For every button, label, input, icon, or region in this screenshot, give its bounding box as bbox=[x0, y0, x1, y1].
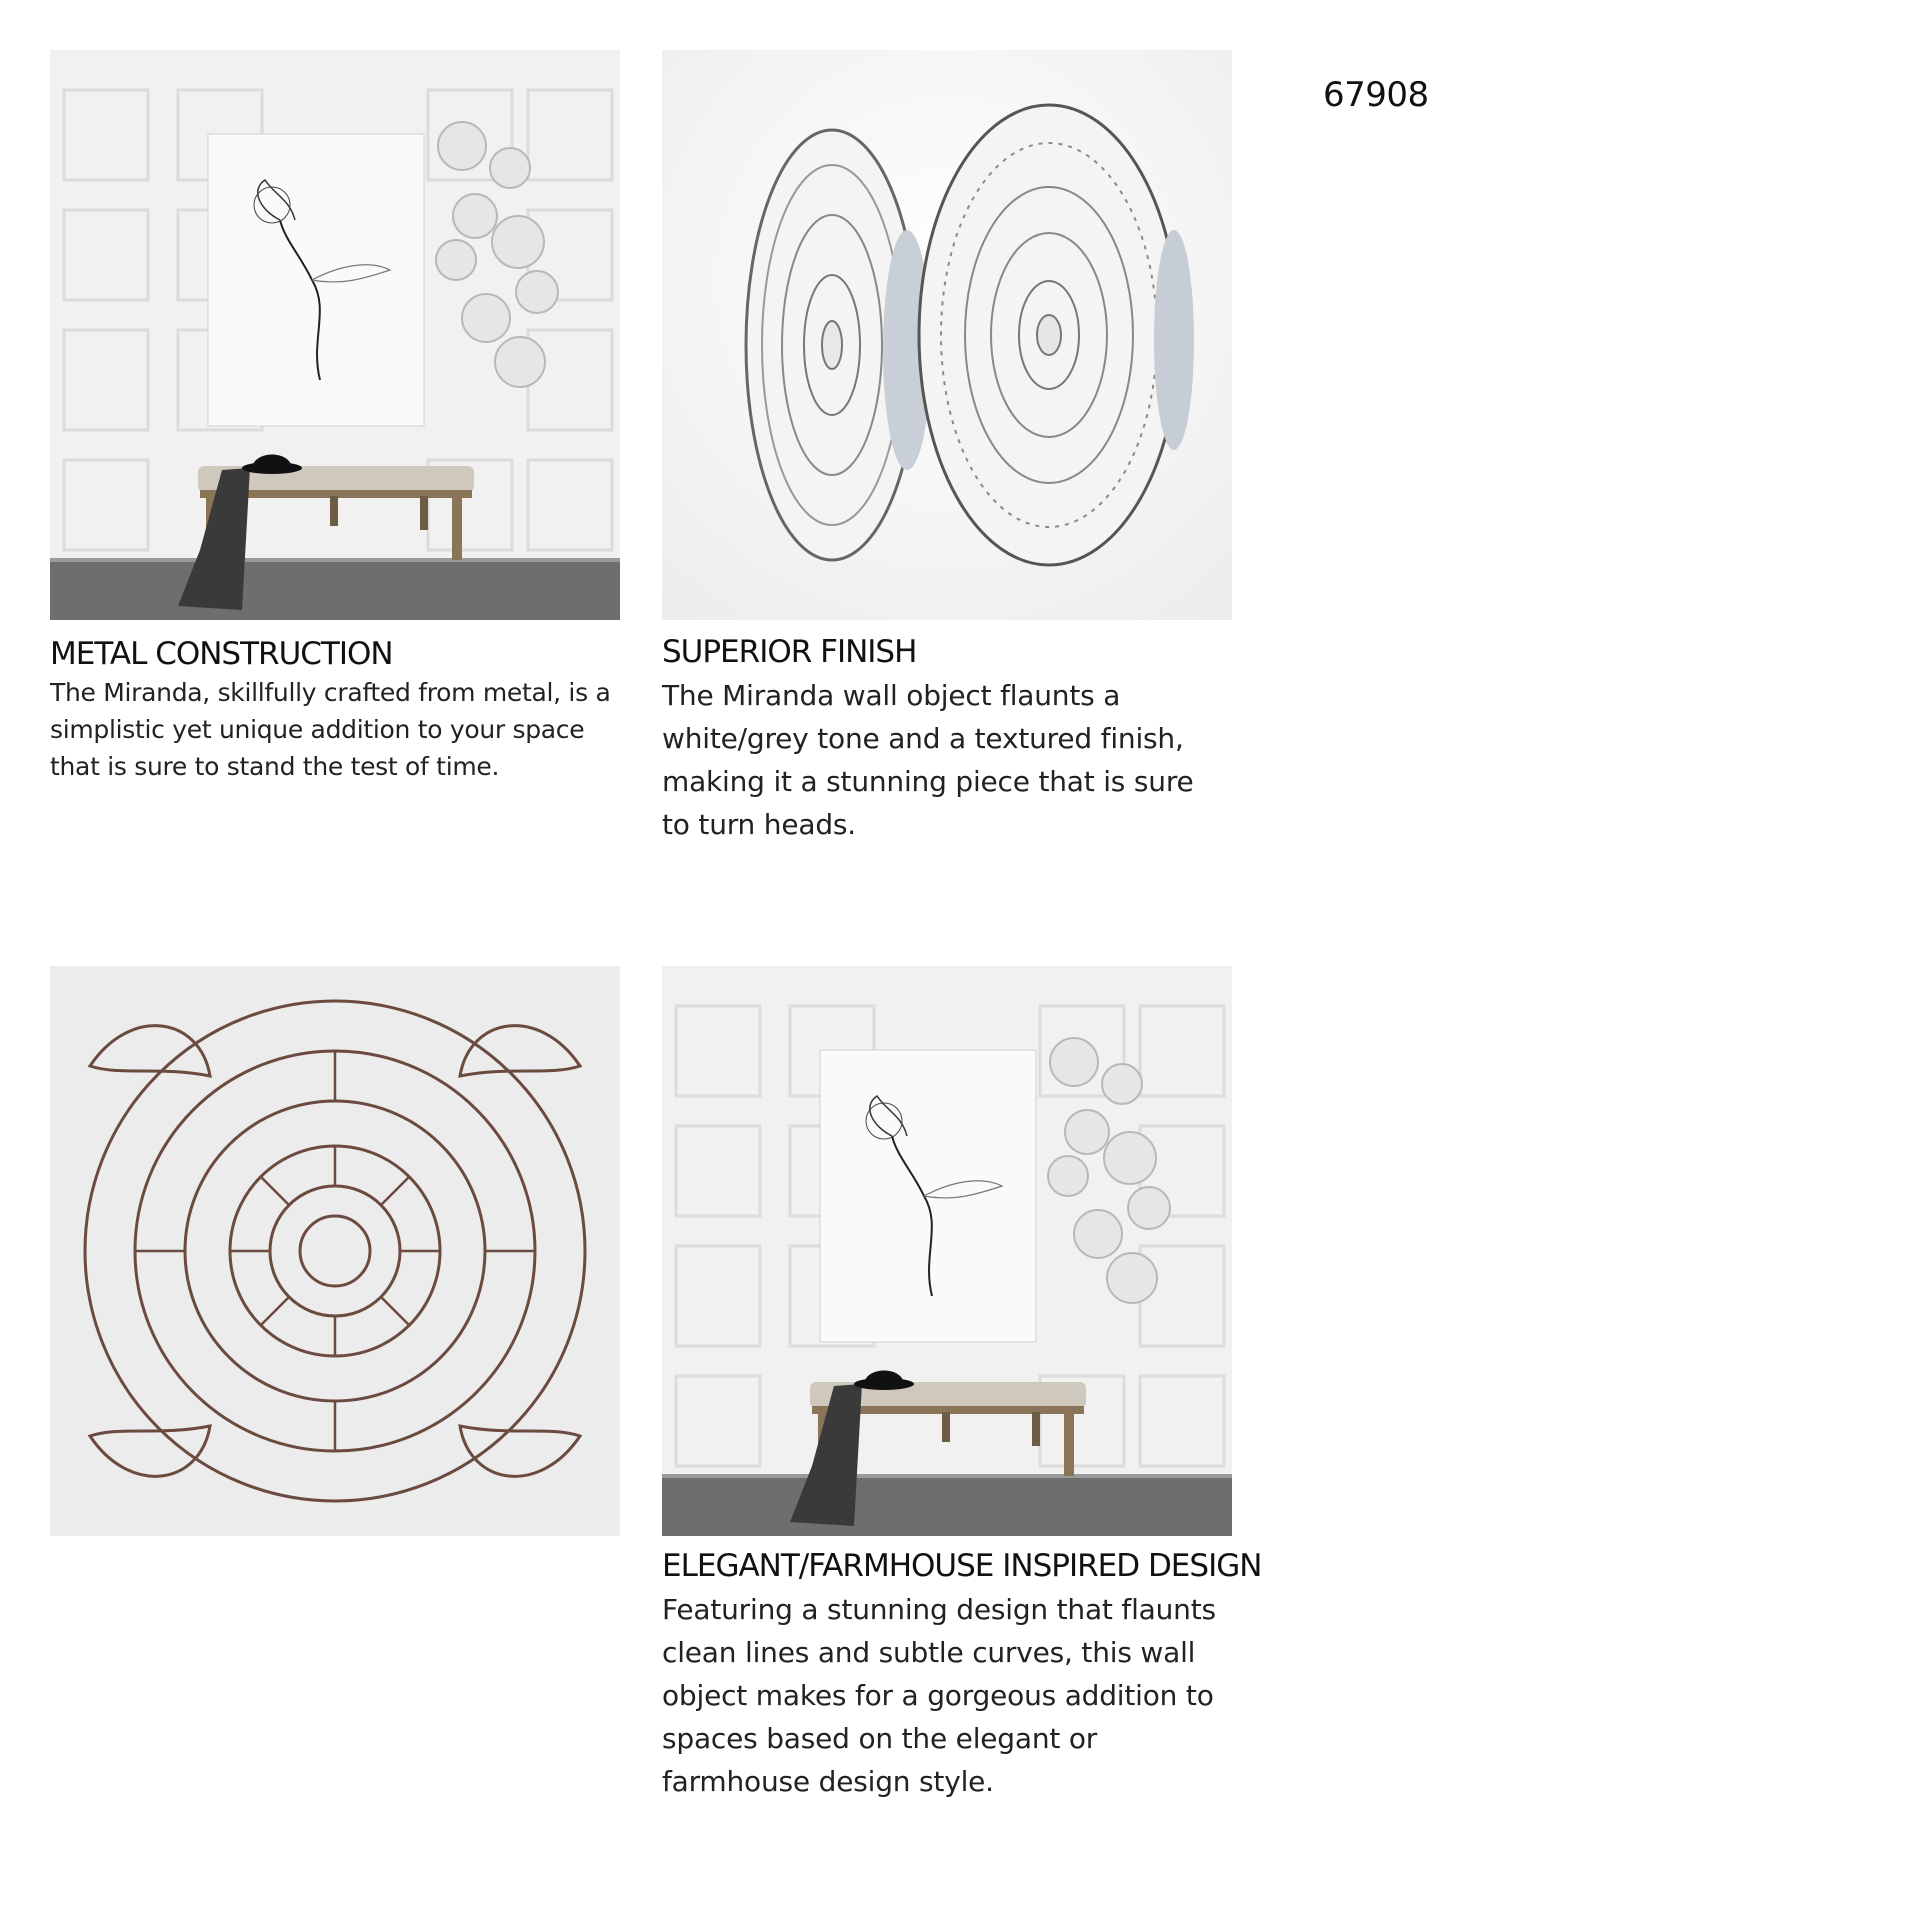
wall-medallions-closeup-image bbox=[662, 50, 1232, 620]
feature-body-metal-construction: The Miranda, skillfully crafted from metal, is a simplistic yet unique addition to your space that is sure to stand the test of time. bbox=[50, 678, 611, 781]
feature-title-superior-finish: SUPERIOR FINISH bbox=[662, 634, 917, 670]
product-sku: 67908 bbox=[1323, 75, 1429, 115]
room-scene-image bbox=[662, 966, 1232, 1536]
feature-title-metal-construction: METAL CONSTRUCTION bbox=[50, 636, 393, 672]
room-scene-image bbox=[50, 50, 620, 620]
feature-body-superior-finish: The Miranda wall object flaunts a white/grey tone and a textured finish, making it a stunning piece that is sure to turn heads. bbox=[662, 679, 1194, 841]
metal-texture-detail-image bbox=[50, 966, 620, 1536]
feature-body-elegant-farmhouse-design: Featuring a stunning design that flaunts clean lines and subtle curves, this wall object makes for a gorgeous addition to spaces based on the elegant or farmhouse design style. bbox=[662, 1593, 1216, 1798]
feature-title-elegant-farmhouse-design: ELEGANT/FARMHOUSE INSPIRED DESIGN bbox=[662, 1548, 1262, 1584]
